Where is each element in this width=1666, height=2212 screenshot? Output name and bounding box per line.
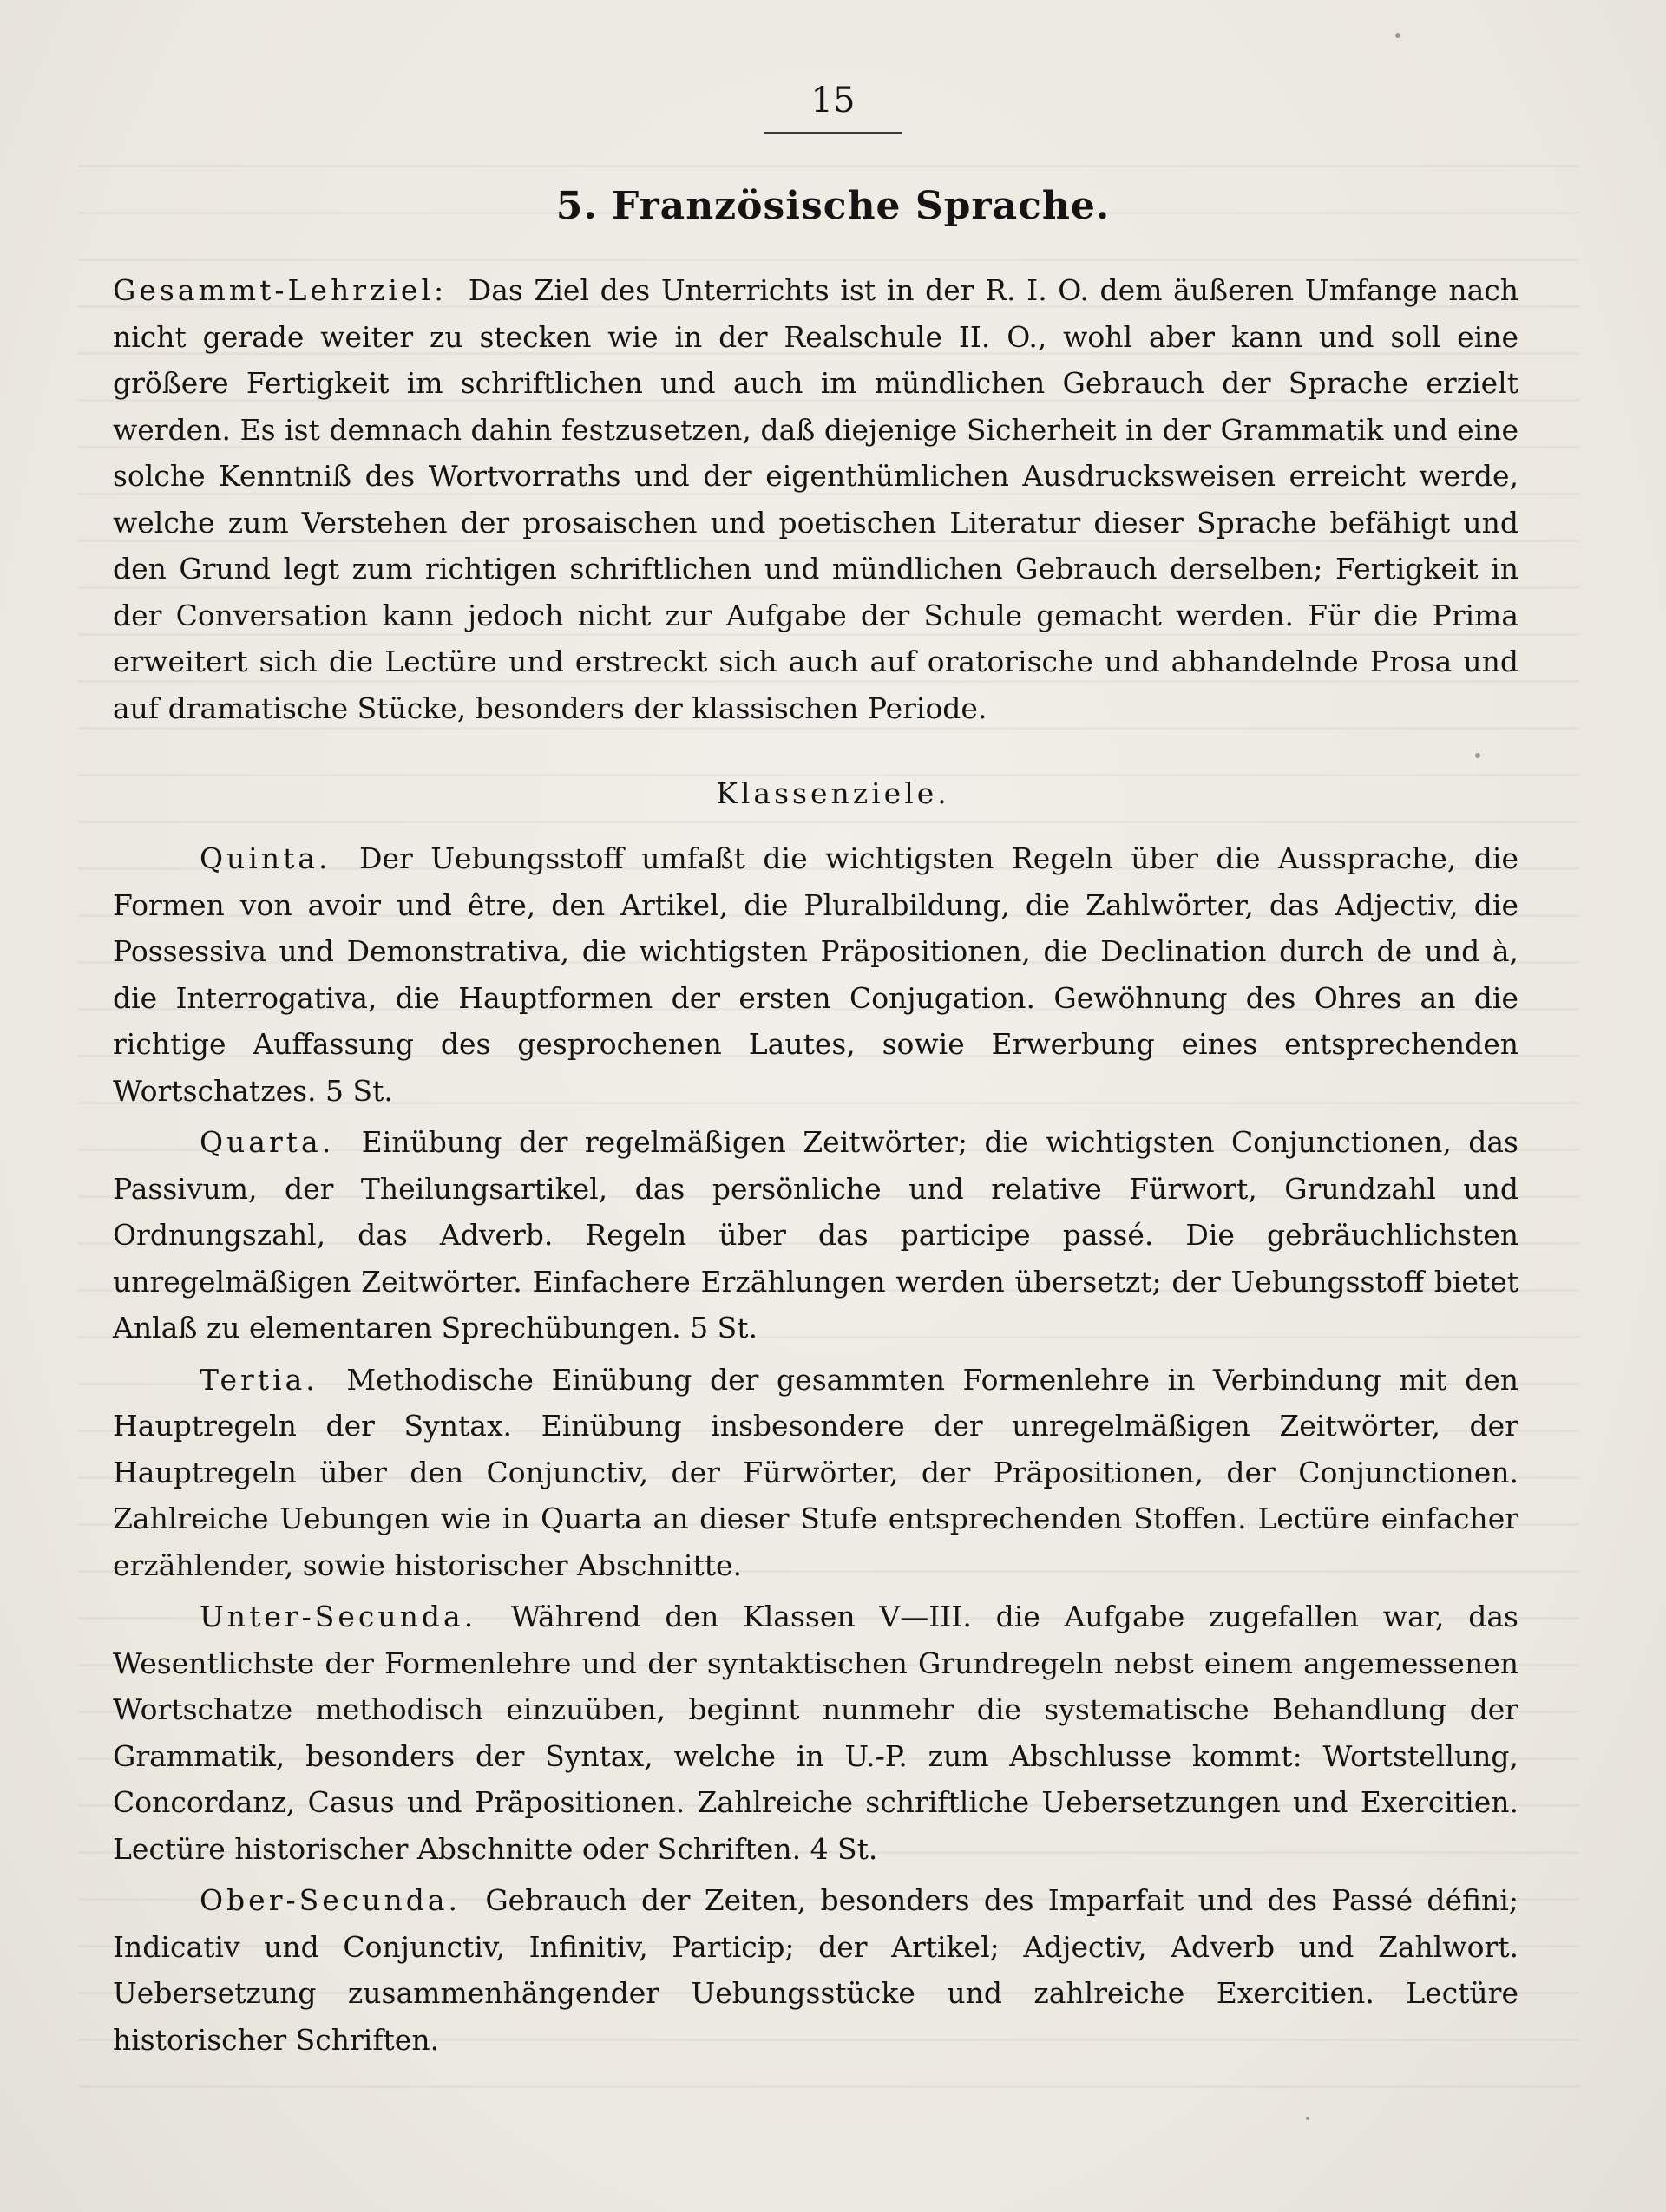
intro-text: Das Ziel des Unterrichts ist in der R. I. O. dem äußeren Umfange nach nicht gerade weiter zu stecken wie in der Realschule II. O., wohl aber kann und soll eine größere Fertigkeit im schriftlichen und auch im mündlichen Gebrauch der Sprache erzielt werden. Es ist demnach dahin festzusetzen, daß diejenige Sicherheit in der Grammatik und eine solche Kenntniß des Wortvorraths und der eigenthümlichen Ausdrucksweisen erreicht werde, welche zum Verstehen der prosaischen und poetischen Literatur dieser Sprache befähigt und den Grund legt zum richtigen schriftlichen und mündlichen Gebrauch derselben; Fertigkeit in der Conversation kann jedoch nicht zur Aufgabe der Schule gemacht werden. Für die Prima erweitert sich die Lectüre und erstreckt sich auch auf oratorische und abhandelnde Prosa und auf dramatische Stücke, besonders der klassischen Periode. <box>113 273 1518 725</box>
class-text: Gebrauch der Zeiten, besonders des Imparfait und des Passé défini; Indicativ und Conjunctiv, Infinitiv, Particip; der Artikel; Adjectiv, Adverb und Zahlwort. Uebersetzung zusammenhängender Uebungsstücke und zahlreiche Exercitien. Lectüre historischer Schriften. <box>113 1883 1518 2057</box>
class-name: Quarta. <box>200 1125 335 1159</box>
ink-speck <box>1306 2117 1309 2120</box>
class-paragraph-tertia <box>113 1357 1518 1589</box>
class-text: Während den Klassen V—III. die Aufgabe zugefallen war, das Wesentlichste der Formenlehre und der syntaktischen Grundregeln nebst einem angemessenen Wortschatze methodisch einzuüben, beginnt nunmehr die systematische Behandlung der Grammatik, besonders der Syntax, welche in U.-P. zum Abschlusse kommt: Wortstellung, Concordanz, Casus und Präpositionen. Zahlreiche schriftliche Uebersetzungen und Exercitien. Lectüre historischer Abschnitte oder Schriften. 4 St. <box>113 1600 1518 1866</box>
class-paragraph-quarta <box>113 1119 1518 1351</box>
class-name: Tertia. <box>200 1362 318 1397</box>
class-name: Unter-Secunda. <box>200 1600 477 1633</box>
page-number: 15 <box>810 81 856 121</box>
intro-label: Gesammt-Lehrziel: <box>113 273 448 307</box>
ink-speck <box>1395 33 1400 38</box>
class-name: Quinta. <box>200 841 331 875</box>
page-number-rule <box>764 132 902 134</box>
class-text: Der Uebungsstoff umfaßt die wichtigsten Regeln über die Aussprache, die Formen von avoir und être, den Artikel, die Pluralbildung, die Zahlwörter, das Adjectiv, die Possessiva und Demonstrativa, die wichtigsten Präpositionen, die Declination durch de und à, die Interrogativa, die Hauptformen der ersten Conjugation. Gewöhnung des Ohres an die richtige Auffassung des gesprochenen Lautes, sowie Erwerbung eines entsprechenden Wortschatzes. 5 St. <box>113 841 1518 1108</box>
class-text: Methodische Einübung der gesammten Formenlehre in Verbindung mit den Hauptregeln der Syntax. Einübung insbesondere der unregelmäßigen Zeitwörter, der Hauptregeln über den Conjunctiv, der Fürwörter, der Präpositionen, der Conjunctionen. Zahlreiche Uebungen wie in Quarta an dieser Stufe entsprechenden Stoffen. Lectüre einfacher erzählender, sowie historischer Abschnitte. <box>113 1362 1518 1582</box>
intro-paragraph <box>113 267 1518 731</box>
class-paragraph-quinta <box>113 835 1518 1114</box>
class-paragraph-ober-secunda <box>113 1877 1518 2063</box>
class-text: Einübung der regelmäßigen Zeitwörter; die wichtigsten Conjunctionen, das Passivum, der Theilungsartikel, das persönliche und relative Fürwort, Grundzahl und Ordnungszahl, das Adverb. Regeln über das participe passé. Die gebräuchlichsten unregelmäßigen Zeitwörter. Einfachere Erzählungen werden übersetzt; der Uebungsstoff bietet Anlaß zu elementaren Sprechübungen. 5 St. <box>113 1125 1518 1345</box>
class-paragraph-unter-secunda <box>113 1594 1518 1872</box>
class-name: Ober-Secunda. <box>200 1883 462 1917</box>
classes-heading: Klassenziele. <box>716 776 950 810</box>
section-heading: 5. Französische Sprache. <box>555 184 1111 228</box>
ink-speck <box>1475 753 1480 758</box>
class-goals-list <box>113 835 1518 2068</box>
